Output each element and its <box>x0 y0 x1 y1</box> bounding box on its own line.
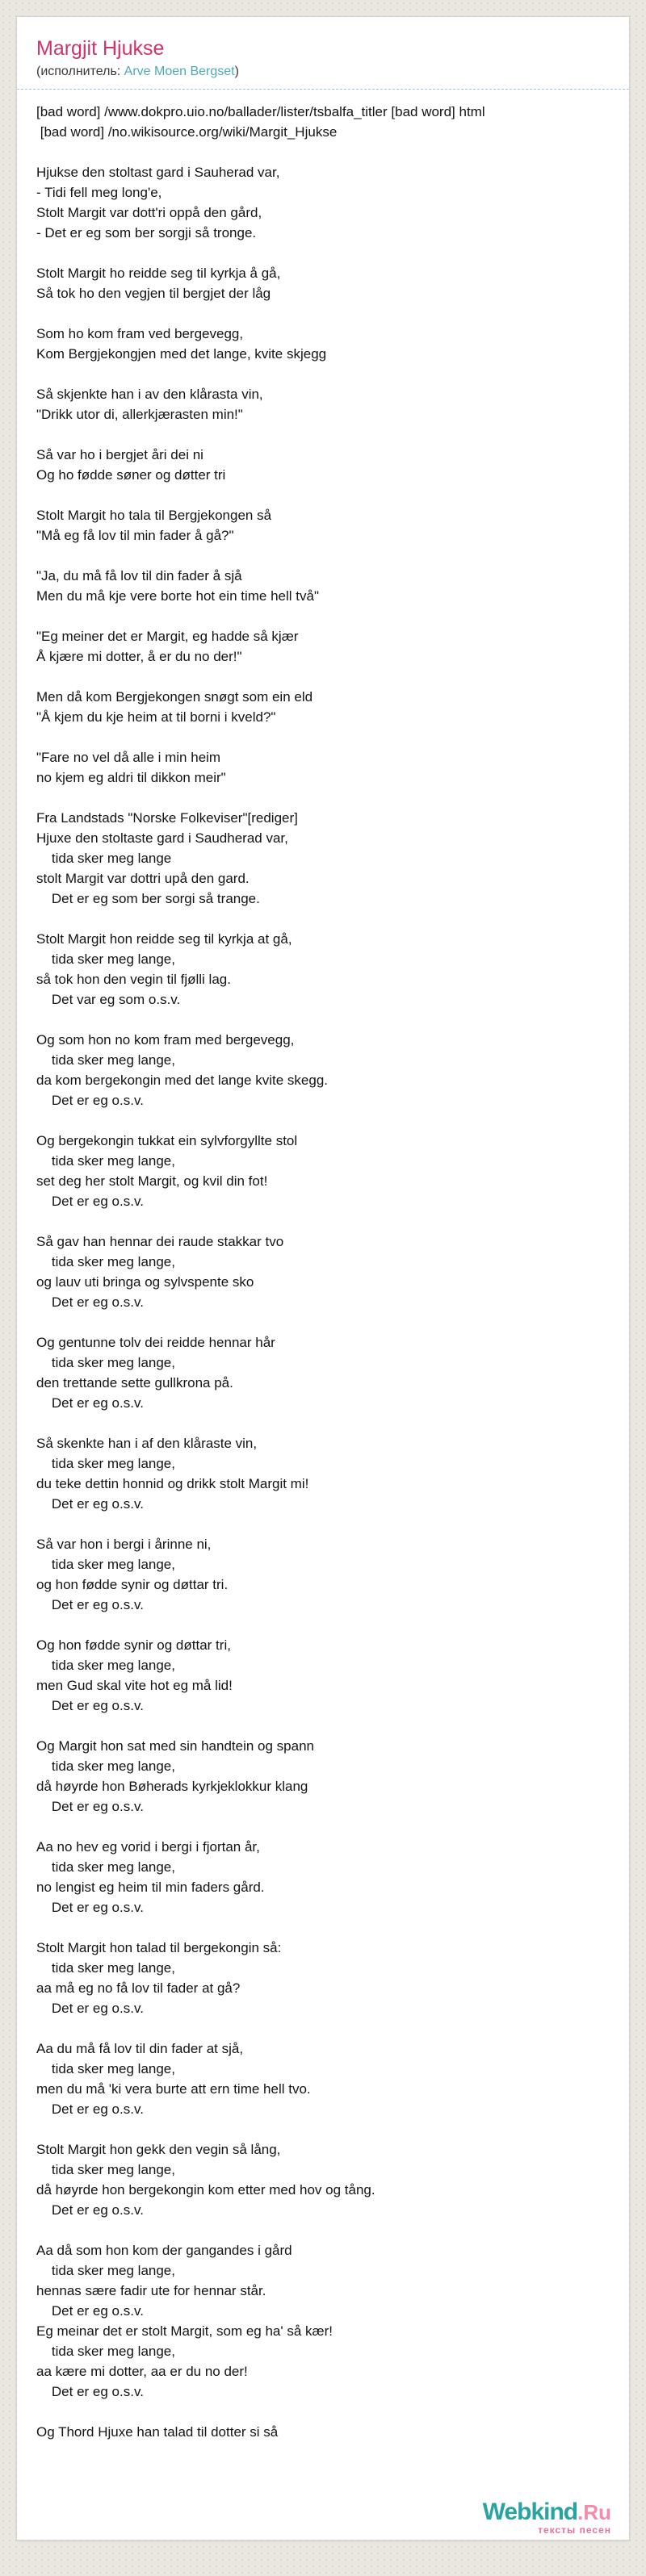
lyrics-line: - Det er eg som ber sorgji så tronge. <box>36 225 257 240</box>
lyrics-line: "Å kjem du kje heim at til borni i kveld?" <box>36 709 276 725</box>
lyrics-line: tida sker meg lange, <box>36 1658 175 1673</box>
lyrics-line: Så var ho i bergjet åri dei ni <box>36 447 203 462</box>
lyrics-line: Det er eg o.s.v. <box>36 1900 144 1915</box>
lyrics-line: Å kjære mi dotter, å er du no der!" <box>36 649 242 664</box>
lyrics-line: Som ho kom fram ved bergevegg, <box>36 326 244 341</box>
lyrics-line: aa må eg no få lov til fader at gå? <box>36 1980 241 1996</box>
lyrics-line: Det er eg o.s.v. <box>36 1395 144 1411</box>
lyrics-line: tida sker meg lange, <box>36 2344 175 2359</box>
webkind-logo-suffix: .Ru <box>577 2500 611 2524</box>
lyrics-line: tida sker meg lange, <box>36 1960 175 1976</box>
lyrics-line: tida sker meg lange, <box>36 1557 175 1572</box>
lyrics-line: Det er eg o.s.v. <box>36 2384 144 2399</box>
lyrics-line: då høyrde hon Bøherads kyrkjeklokkur klang <box>36 1779 308 1794</box>
lyrics-line: så tok hon den vegin til fjølli lag. <box>36 972 231 987</box>
lyrics-stanza <box>36 2039 610 2119</box>
lyrics-line: den trettande sette gullkrona på. <box>36 1375 233 1390</box>
lyrics-line: - Tidi fell meg long'e, <box>36 185 162 200</box>
lyrics-line: Så skenkte han i af den klåraste vin, <box>36 1436 258 1451</box>
lyrics-line: Men då kom Bergjekongen snøgt som ein eld <box>36 689 313 705</box>
lyrics-line: "Eg meiner det er Margit, eg hadde så kjær <box>36 629 299 644</box>
lyrics-line: Det er eg o.s.v. <box>36 1496 144 1512</box>
lyrics-line: Det er eg o.s.v. <box>36 1294 144 1310</box>
lyrics-stanza <box>36 2422 610 2442</box>
lyrics-stanza <box>36 162 610 243</box>
lyrics-line: Så gav han hennar dei raude stakkar tvo <box>36 1234 284 1249</box>
lyrics-stanza <box>36 445 610 485</box>
lyrics-line: tida sker meg lange, <box>36 1355 175 1370</box>
lyrics-line: Og Margit hon sat med sin handtein og spann <box>36 1738 314 1754</box>
lyrics-stanza <box>36 1433 610 1514</box>
lyrics-stanza <box>36 626 610 667</box>
lyrics-stanza <box>36 747 610 788</box>
lyrics-stanza <box>36 505 610 546</box>
lyrics-stanza <box>36 1938 610 2018</box>
content-card <box>16 16 630 2540</box>
lyrics-line: og lauv uti bringa og sylvspente sko <box>36 1274 254 1290</box>
lyrics-stanza <box>36 687 610 727</box>
lyrics-line: Stolt Margit ho reidde seg til kyrkja å gå, <box>36 266 281 281</box>
lyrics-line: Så tok ho den vegjen til bergjet der låg <box>36 286 271 301</box>
lyrics-line: og hon fødde synir og døttar tri. <box>36 1577 229 1592</box>
lyrics-stanza <box>36 1534 610 1615</box>
lyrics-line: set deg her stolt Margit, og kvil din fot! <box>36 1173 268 1189</box>
lyrics-line: Stolt Margit var dott'ri oppå den gård, <box>36 205 262 220</box>
lyrics-line: tida sker meg lange, <box>36 951 175 967</box>
lyrics-line: Og ho fødde søner og døtter tri <box>36 467 226 483</box>
lyrics-line: tida sker meg lange, <box>36 1456 175 1471</box>
lyrics-stanza <box>36 1332 610 1413</box>
lyrics-line: "Drikk utor di, allerkjærasten min!" <box>36 407 243 422</box>
lyrics-line: Aa du må få lov til din fader at sjå, <box>36 2041 244 2056</box>
lyrics-line: Så skjenkte han i av den klårasta vin, <box>36 387 263 402</box>
lyrics-line: Det er eg o.s.v. <box>36 1799 144 1814</box>
lyrics-line: tida sker meg lange, <box>36 1254 175 1269</box>
lyrics-line: Det er eg o.s.v. <box>36 2303 144 2319</box>
lyrics-line: Hjukse den stoltast gard i Sauherad var, <box>36 165 280 180</box>
lyrics-line: Det var eg som o.s.v. <box>36 992 181 1007</box>
lyrics-stanza <box>36 808 610 909</box>
lyrics-line: "Må eg få lov til min fader å gå?" <box>36 528 234 543</box>
lyrics-line: Kom Bergjekongjen med det lange, kvite skjegg <box>36 346 327 362</box>
lyrics-stanza <box>36 324 610 364</box>
artist-line <box>36 63 610 81</box>
lyrics-line: Det er eg o.s.v. <box>36 2202 144 2218</box>
lyrics-line: Og hon fødde synir og døttar tri, <box>36 1637 231 1653</box>
lyrics-line: no kjem eg aldri til dikkon meir" <box>36 770 226 785</box>
lyrics-line: da kom bergekongin med det lange kvite skegg. <box>36 1073 329 1088</box>
artist-prefix: (исполнитель: <box>36 65 124 78</box>
lyrics-line: Og Thord Hjuxe han talad til dotter si så <box>36 2424 279 2440</box>
lyrics-stanza <box>36 929 610 1010</box>
lyrics-line: no lengist eg heim til min faders gård. <box>36 1880 265 1895</box>
lyrics-line: Det er eg o.s.v. <box>36 1597 144 1612</box>
lyrics-stanza <box>36 102 610 142</box>
lyrics-line: [bad word] /no.wikisource.org/wiki/Margit_Hjukse <box>36 124 338 140</box>
lyrics-line: Men du må kje vere borte hot ein time hell två" <box>36 588 319 604</box>
lyrics-line: Det er eg o.s.v. <box>36 2001 144 2016</box>
lyrics-line: tida sker meg lange, <box>36 2061 175 2076</box>
lyrics-line: Stolt Margit hon gekk den vegin så lång, <box>36 2142 281 2157</box>
lyrics-line: stolt Margit var dottri upå den gard. <box>36 871 250 886</box>
lyrics-line: då høyrde hon bergekongin kom etter med hov og tång. <box>36 2182 375 2198</box>
lyrics-line: tida sker meg lange <box>36 851 172 866</box>
lyrics-line: Og gentunne tolv dei reidde hennar hår <box>36 1335 275 1350</box>
lyrics-line: men Gud skal vite hot eg må lid! <box>36 1678 233 1693</box>
lyrics-stanza <box>36 263 610 303</box>
lyrics-line: Stolt Margit hon talad til bergekongin så: <box>36 1940 282 1955</box>
lyrics-line: "Ja, du må få lov til din fader å sjå <box>36 568 242 583</box>
lyrics-line: "Fare no vel då alle i min heim <box>36 750 221 765</box>
lyrics-stanza <box>36 1736 610 1817</box>
lyrics-line: tida sker meg lange, <box>36 1859 175 1875</box>
lyrics-line: Det er eg o.s.v. <box>36 1698 144 1713</box>
lyrics-stanza <box>36 1232 610 1312</box>
lyrics-line: Aa då som hon kom der gangandes i gård <box>36 2243 292 2258</box>
song-header <box>17 17 629 90</box>
lyrics-line: Det er eg som ber sorgi så trange. <box>36 891 260 906</box>
lyrics-line: Fra Landstads "Norske Folkeviser"[rediger] <box>36 810 298 826</box>
lyrics-stanza <box>36 384 610 424</box>
webkind-logo-main: Webkind <box>482 2499 578 2525</box>
artist-link[interactable]: Arve Moen Bergset <box>124 65 235 78</box>
lyrics-line: Så var hon i bergi i årinne ni, <box>36 1537 212 1552</box>
lyrics-line: Det er eg o.s.v. <box>36 2101 144 2117</box>
lyrics-stanza <box>36 566 610 606</box>
lyrics-stanza <box>36 2139 610 2220</box>
lyrics-line: Og bergekongin tukkat ein sylvforgyllte stol <box>36 1133 298 1148</box>
lyrics-line: Stolt Margit hon reidde seg til kyrkja at gå, <box>36 931 292 947</box>
lyrics-line: Aa no hev eg vorid i bergi i fjortan år, <box>36 1839 260 1855</box>
lyrics-line: [bad word] /www.dokpro.uio.no/ballader/lister/tsbalfa_titler [bad word] html <box>36 104 485 119</box>
lyrics-line: Eg meinar det er stolt Margit, som eg ha' så kær! <box>36 2323 333 2339</box>
artist-suffix: ) <box>234 65 239 78</box>
lyrics <box>17 90 629 2490</box>
lyrics-line: tida sker meg lange, <box>36 2162 175 2177</box>
lyrics-line: du teke dettin honnid og drikk stolt Margit mi! <box>36 1476 309 1491</box>
lyrics-line: Det er eg o.s.v. <box>36 1194 144 1209</box>
webkind-logo[interactable] <box>483 2500 611 2535</box>
lyrics-line: hennas sære fadir ute for hennar står. <box>36 2283 266 2298</box>
lyrics-line: tida sker meg lange, <box>36 1758 175 1774</box>
lyrics-line: tida sker meg lange, <box>36 1153 175 1169</box>
lyrics-stanza <box>36 1635 610 1716</box>
lyrics-line: men du må 'ki vera burte att ern time hell tvo. <box>36 2081 311 2097</box>
lyrics-stanza <box>36 1837 610 1917</box>
lyrics-line: aa kære mi dotter, aa er du no der! <box>36 2364 248 2379</box>
lyrics-line: Stolt Margit ho tala til Bergjekongen så <box>36 508 272 523</box>
lyrics-stanza <box>36 2240 610 2402</box>
lyrics-line: Hjuxe den stoltaste gard i Saudherad var, <box>36 830 288 846</box>
webkind-logo-text <box>483 2500 611 2524</box>
lyrics-line: tida sker meg lange, <box>36 2263 175 2278</box>
lyrics-line: Det er eg o.s.v. <box>36 1093 144 1108</box>
page-title: Margjit Hjukse <box>36 37 165 60</box>
lyrics-line: Og som hon no kom fram med bergevegg, <box>36 1032 295 1048</box>
webkind-logo-tagline: тексты песен <box>538 2524 611 2536</box>
lyrics-stanza <box>36 1131 610 1211</box>
lyrics-line: tida sker meg lange, <box>36 1052 175 1068</box>
lyrics-stanza <box>36 1030 610 1110</box>
